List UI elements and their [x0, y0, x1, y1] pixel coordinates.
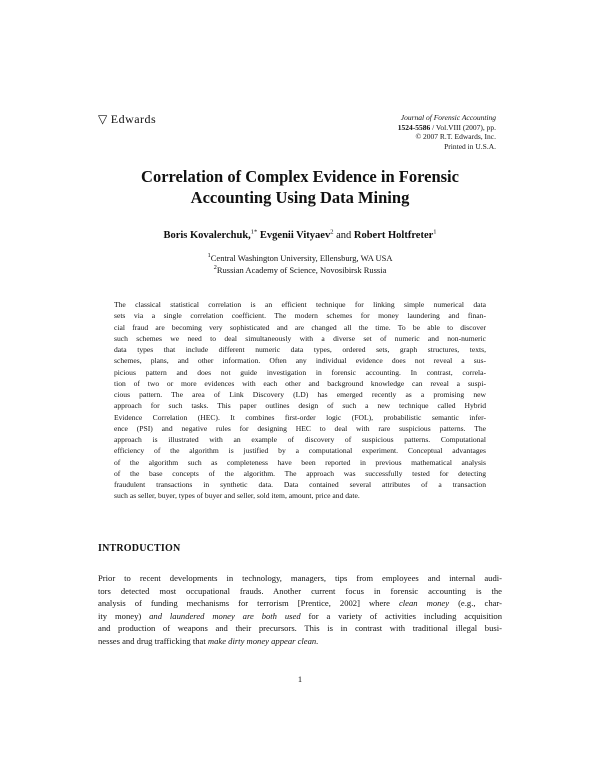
intro-line: and production of weapons and their precursors. This is in contrast with traditional illegal busi- — [98, 623, 502, 634]
intro-emphasis: make dirty money appear clean. — [207, 635, 319, 646]
abstract-line: such as seller, buyer, types of buyer and seller, sold item, amount, price and date. — [114, 491, 360, 501]
edwards-logo-icon: ▽ — [98, 112, 108, 126]
abstract-line: schemes, plans, and other information. Often any individual evidence does not reveal a sus- — [114, 356, 486, 366]
abstract-line: sets via a single correlation coefficient. The modern schemes for money laundering and finan- — [114, 311, 486, 321]
abstract-line: approach for such tasks. This paper outlines design of such a new technique called Hybrid — [114, 401, 486, 411]
intro-text: (e.g., char- — [449, 598, 502, 609]
abstract-line: Evidence Correlation (HEC). It combines first-order logic (FOL), probabilistic semantic infer- — [114, 412, 486, 422]
journal-issn: 1524-5586 — [397, 122, 431, 132]
journal-issue — [296, 123, 496, 133]
journal-printed: Printed in U.S.A. — [444, 141, 496, 151]
journal-info — [296, 113, 496, 151]
author-1: Boris Kovalerchuk, — [163, 230, 251, 241]
intro-text: analysis of funding mechanisms for terrorism [Prentice, 2002] where — [98, 598, 399, 609]
affiliation-1-text: Central Washington University, Ellensburg, WA USA — [210, 253, 393, 263]
affiliation-2-marker: 2 — [213, 264, 217, 272]
author-1-marker: 1* — [250, 228, 258, 236]
abstract-line: picious pattern and does not guide investigation in forensic accounting. In contrast, correla- — [114, 367, 486, 377]
title-line-1: Correlation of Complex Evidence in Forensic — [141, 167, 459, 186]
abstract-line: cious pattern. The area of Link Discovery (LD) has emerged recently as a promising new — [114, 390, 486, 399]
section-heading-introduction: INTRODUCTION — [98, 543, 181, 554]
abstract-line: efficiency of the algorithm is justified by a computational experiment. Conceptual advantages — [114, 446, 486, 456]
journal-volume: / Vol.VIII (2007), pp. — [430, 122, 496, 132]
author-2: Evgenii Vityaev — [259, 230, 331, 241]
title-line-2: Accounting Using Data Mining — [190, 188, 410, 207]
abstract-line: of the algorithm such as completeness have been reported in previous mathematical analysis — [114, 457, 486, 467]
affiliations — [98, 252, 502, 276]
abstract-line: data types that include different numeric data types, ordered sets, graph structures, texts, — [114, 345, 486, 354]
publisher-logo — [98, 112, 156, 127]
intro-line: Prior to recent developments in technology, managers, tips from employees and internal audi- — [98, 573, 502, 583]
abstract-line: ence (PSI) and negative rules for designing HEC to deal with rare suspicious patterns. The — [114, 423, 486, 433]
intro-text: nesses and drug trafficking that — [98, 635, 208, 646]
author-2-marker: 2 — [330, 228, 334, 236]
abstract-line: cial fraud are becoming very sophisticated and are changed all the time. To be able to discover — [114, 322, 486, 332]
author-3-marker: 1 — [433, 228, 437, 236]
intro-line — [98, 610, 502, 623]
abstract — [114, 299, 486, 502]
affiliation-1 — [98, 252, 502, 264]
affiliation-2 — [98, 264, 502, 276]
affiliation-1-marker: 1 — [207, 252, 211, 260]
intro-text: for a variety of activities including acquisition — [300, 610, 502, 621]
author-conjunction: and — [333, 230, 354, 241]
abstract-line: of the base concepts of the algorithm. The approach was successfully tested for detecting — [114, 468, 486, 478]
author-3: Robert Holtfreter — [353, 230, 434, 241]
intro-line: tors detected most occupational frauds. Another current focus in forensic accounting is the — [98, 585, 502, 596]
page-number: 1 — [297, 674, 303, 684]
abstract-line: tion of two or more evidences with each other and background knowledge can reveal a suspi- — [114, 378, 486, 388]
author-list — [98, 230, 502, 241]
intro-emphasis: and laundered money are both used — [149, 610, 301, 621]
introduction-paragraph — [98, 572, 502, 648]
abstract-line: The classical statistical correlation is an efficient technique for linking simple numerical data — [114, 300, 486, 309]
publisher-name: Edwards — [110, 112, 157, 126]
journal-copyright: © 2007 R.T. Edwards, Inc. — [415, 132, 496, 141]
abstract-line: such schemes we need to deal simultaneously with a diverse set of numeric and non-numeric — [114, 333, 486, 343]
abstract-line: approach is illustrated with an example of discovery of suspicious patterns. Computational — [114, 435, 486, 444]
intro-emphasis: clean money — [398, 598, 450, 609]
intro-line — [98, 635, 502, 648]
abstract-line: fraudulent transactions in synthetic data. Data contained several attributes of a transaction — [114, 480, 486, 489]
journal-name: Journal of Forensic Accounting — [400, 113, 496, 122]
intro-text: ity money) — [98, 610, 150, 621]
paper-title — [98, 166, 502, 208]
intro-line — [98, 597, 502, 610]
affiliation-2-text: Russian Academy of Science, Novosibirsk Russia — [216, 265, 387, 275]
